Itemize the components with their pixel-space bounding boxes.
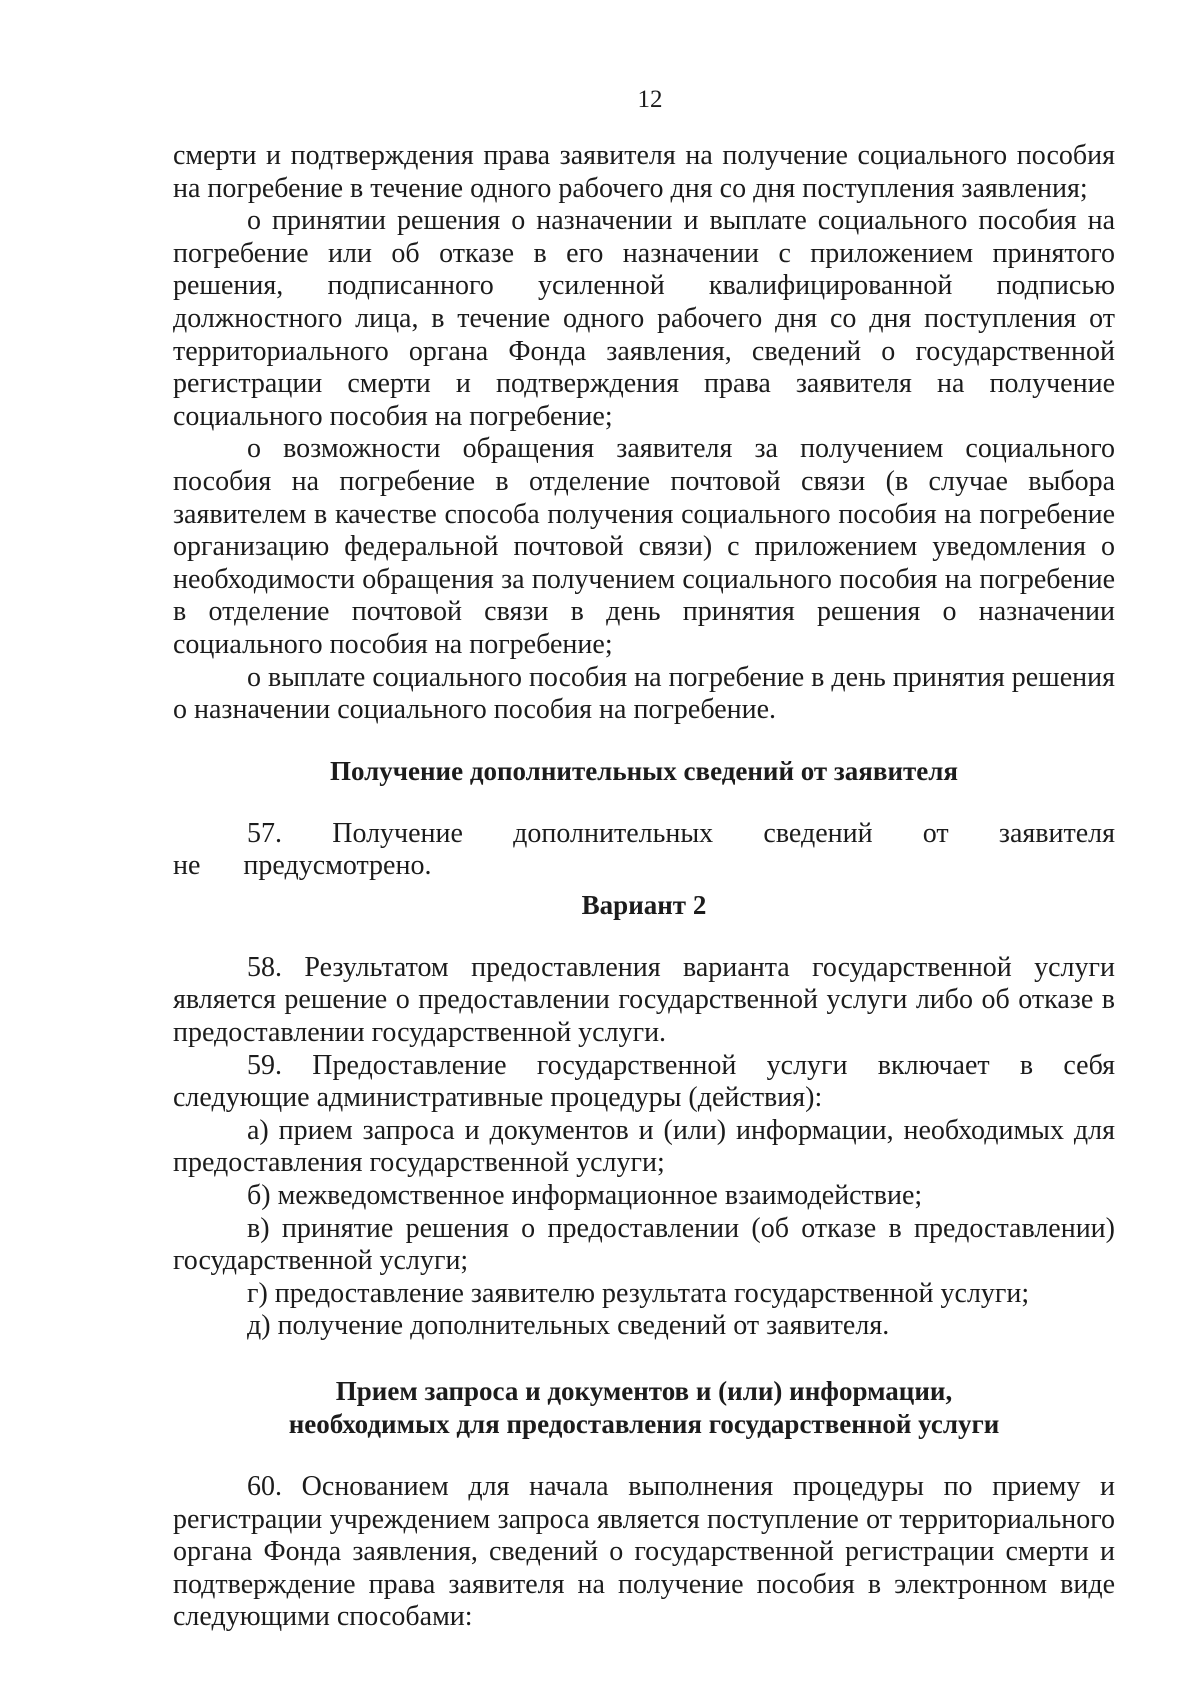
paragraph: о принятии решения о назначении и выплате социального пособия на погребение или об отказе в его назначении с приложением принятого решения, подписанного усиленной квалифицированной подписью должностного лица, в течение одного рабочего дня со дня поступления от территориального органа Фонда заявления, сведений о государственной регистрации смерти и подтверждения права заявителя на получение социального пособия на погребение; xyxy=(173,205,1115,432)
paragraph: смерти и подтверждения права заявителя на получение социального пособия на погребение в течение одного рабочего дня со дня поступления заявления; xyxy=(173,140,1115,204)
section-heading-line: необходимых для предоставления государственной услуги xyxy=(288,1409,1000,1439)
section-heading-line: Прием запроса и документов и (или) информации, xyxy=(335,1376,953,1406)
list-item: д) получение дополнительных сведений от заявителя. xyxy=(247,1310,890,1342)
section-heading: Вариант 2 xyxy=(581,889,707,920)
list-item: в) принятие решения о предоставлении (об отказе в предоставлении) государственной услуги; xyxy=(173,1212,1115,1277)
paragraph-item-57: 57. Получение дополнительных сведений от заявителя не предусмотрено. xyxy=(173,817,1115,882)
page-number: 12 xyxy=(637,86,663,113)
paragraph-item-59: 59. Предоставление государственной услуги включает в себя следующие административные процедуры (действия): xyxy=(173,1049,1115,1114)
list-item: а) прием запроса и документов и (или) информации, необходимых для предоставления государственной услуги; xyxy=(173,1114,1115,1179)
paragraph-item-58: 58. Результатом предоставления варианта государственной услуги является решение о предоставлении государственной услуги либо об отказе в предоставлении государственной услуги. xyxy=(173,951,1115,1049)
paragraph: о выплате социального пособия на погребение в день принятия решения о назначении социального пособия на погребение. xyxy=(173,661,1116,726)
section-heading xyxy=(173,1375,1115,1441)
section-heading: Получение дополнительных сведений от заявителя xyxy=(329,755,959,786)
paragraph-item-60: 60. Основанием для начала выполнения процедуры по приему и регистрации учреждением запроса является поступление от территориального органа Фонда заявления, сведений о государственной регистрации смерти и подтверждение права заявителя на получение пособия в электронном виде следующими способами: xyxy=(173,1471,1115,1633)
list-item: г) предоставление заявителю результата государственной услуги; xyxy=(247,1277,1030,1309)
document-body xyxy=(173,140,1115,1634)
paragraph: о возможности обращения заявителя за получением социального пособия на погребение в отделение почтовой связи (в случае выбора заявителем в качестве способа получения социального пособия на погребение организацию федеральной почтовой связи) с приложением уведомления о необходимости обращения за получением социального пособия на погребение в отделение почтовой связи в день принятия решения о назначении социального пособия на погребение; xyxy=(173,433,1115,660)
list-item: б) межведомственное информационное взаимодействие; xyxy=(247,1180,923,1212)
